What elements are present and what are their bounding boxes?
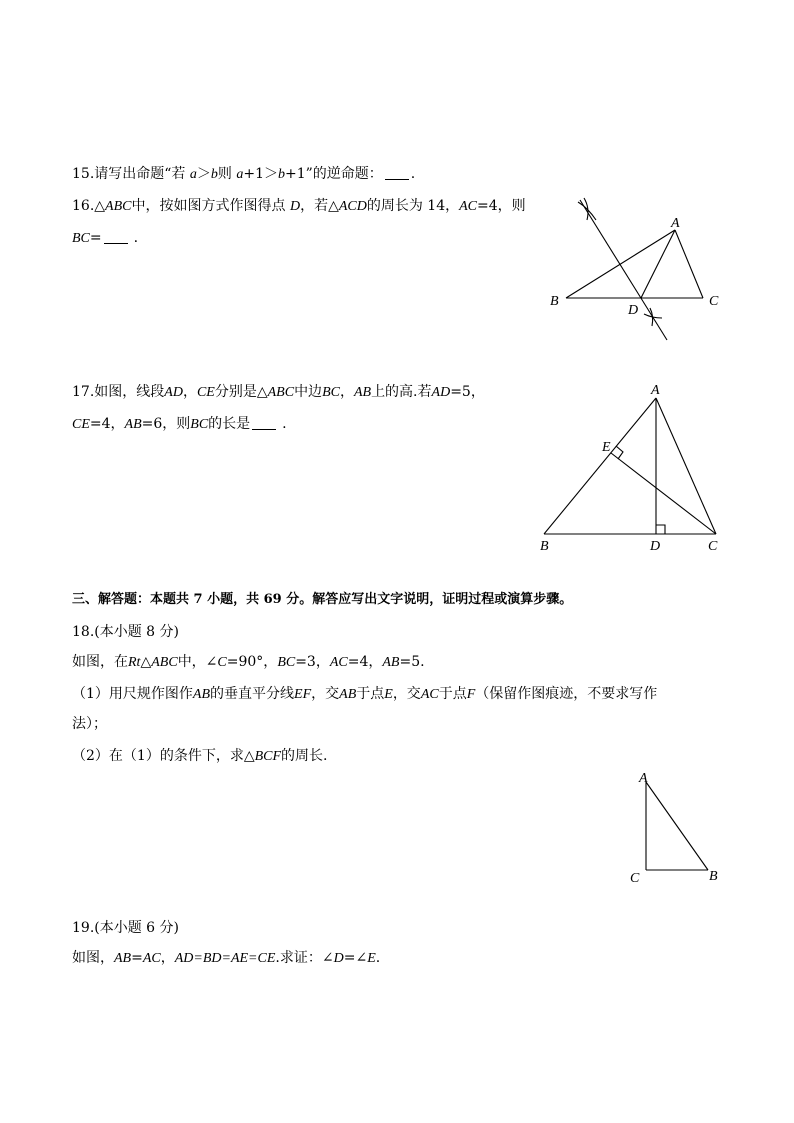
question-19-header: 19.(本小题 6 分) xyxy=(72,920,179,936)
label-A: A xyxy=(671,216,680,231)
question-16-line2: BC= . xyxy=(72,230,139,246)
question-18-stem: 如图，在Rt△ABC中，∠C=90°，BC=3，AC=4，AB=5. xyxy=(72,654,425,670)
answer-blank xyxy=(385,165,409,180)
q15-number: 15. xyxy=(72,166,95,182)
section-3-title: 三、解答题：本题共 7 小题，共 69 分。解答应写出文字说明，证明过程或演算步骤。 xyxy=(72,592,573,607)
answer-blank xyxy=(104,229,128,244)
question-16: 16.△ABC中，按如图方式作图得点 D，若△ACD的周长为 14，AC=4，则 xyxy=(72,198,526,214)
label-B: B xyxy=(550,294,559,309)
altitude-CE xyxy=(611,453,716,534)
label-B: B xyxy=(540,539,549,554)
segment-AC xyxy=(656,398,716,534)
question-17-line2: CE=4，AB=6，则BC的长是 . xyxy=(72,416,287,432)
segment-AB xyxy=(646,782,708,870)
question-18-part2: （2）在（1）的条件下，求△BCF的周长. xyxy=(72,748,328,764)
label-D: D xyxy=(650,539,661,554)
q18-figure xyxy=(620,768,730,888)
label-D: D xyxy=(628,303,639,318)
q16-figure xyxy=(540,190,740,350)
q17-number: 17. xyxy=(72,384,95,400)
segment-AC xyxy=(675,230,703,298)
right-angle-D xyxy=(656,525,665,534)
question-15: 15.请写出命题“若 a＞b则 a+1＞b+1”的逆命题： . xyxy=(72,166,416,182)
question-18-part1-cont: 法）； xyxy=(72,716,107,732)
question-17: 17.如图，线段AD，CE分别是△ABC中边BC，AB上的高.若AD=5， xyxy=(72,384,485,400)
q17-figure xyxy=(530,380,740,560)
perpendicular-bisector xyxy=(580,200,667,340)
question-18-header: 18.(本小题 8 分) xyxy=(72,624,179,640)
label-C: C xyxy=(630,871,640,886)
label-B: B xyxy=(709,869,718,884)
label-A: A xyxy=(651,383,660,398)
answer-blank xyxy=(252,415,276,430)
segment-BA xyxy=(544,398,656,534)
label-E: E xyxy=(602,440,611,455)
question-19-stem: 如图，AB=AC，AD=BD=AE=CE.求证：∠D=∠E. xyxy=(72,950,381,966)
question-18-part1: （1）用尺规作图作AB的垂直平分线EF，交AB于点E，交AC于点F（保留作图痕迹，不要求写作 xyxy=(72,686,658,702)
q16-number: 16. xyxy=(72,198,95,214)
label-A: A xyxy=(639,771,648,786)
segment-BA xyxy=(566,230,675,298)
label-C: C xyxy=(709,294,719,309)
label-C: C xyxy=(708,539,718,554)
